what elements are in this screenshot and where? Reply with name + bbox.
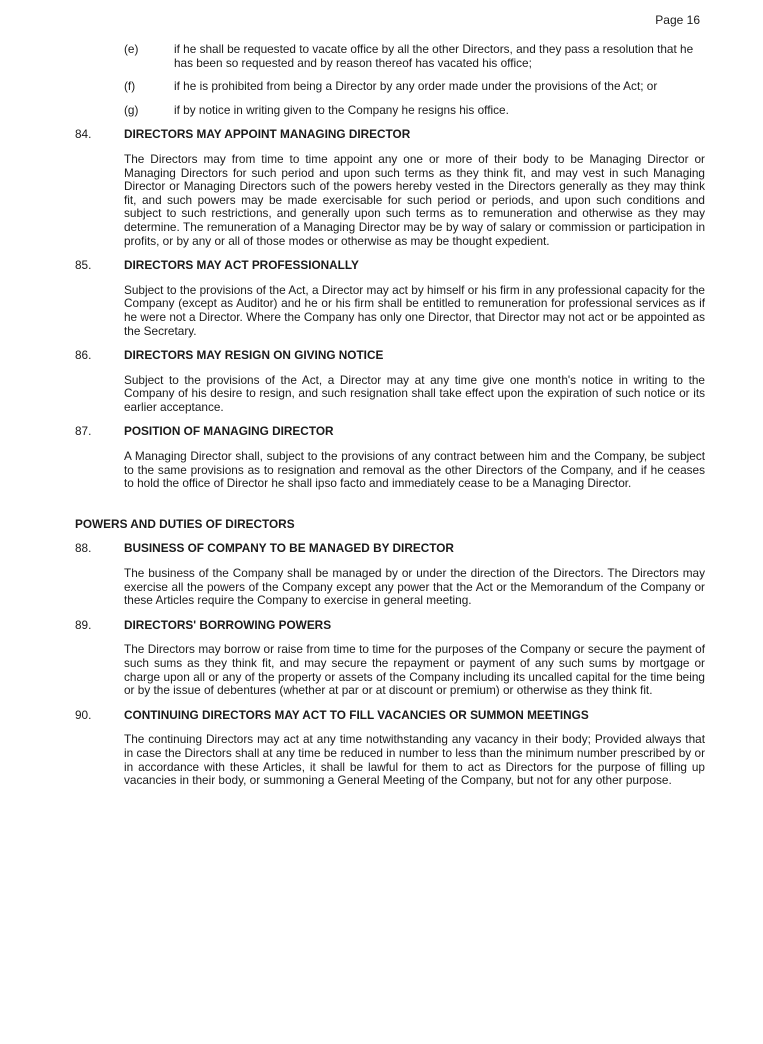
article-90: [75, 709, 705, 788]
subclause-label: (e): [124, 42, 139, 56]
article-89: [75, 619, 705, 698]
article-number: 89.: [75, 617, 92, 632]
article-number: 86.: [75, 348, 92, 363]
article-heading: BUSINESS OF COMPANY TO BE MANAGED BY DIRECTOR: [124, 541, 454, 556]
subclause-text: if he is prohibited from being a Director by any order made under the provisions of the Act; or: [174, 79, 658, 94]
article-number: 90.: [75, 707, 92, 722]
article-body: The business of the Company shall be managed by or under the direction of the Directors. The Directors may exercise all the powers of the Company except any power that the Act or the Memorandum of the Company or these Articles require the Company to exercise in general meeting.: [124, 566, 705, 608]
article-86: [75, 349, 705, 414]
article-heading: POSITION OF MANAGING DIRECTOR: [124, 424, 334, 439]
article-heading: DIRECTORS MAY ACT PROFESSIONALLY: [124, 258, 359, 273]
subclause-g: [124, 104, 705, 118]
document-body: [75, 43, 705, 788]
article-body: The Directors may from time to time appoint any one or more of their body to be Managing Director or Managing Directors for such period and upon such terms as they think fit, and may vest in such Managing Director or Managing Directors such of the powers hereby vested in the Directors generally as they may think fit, and such powers may be made exercisable for such period or periods, and upon such conditions and subject to such restrictions, and generally upon such terms as to remuneration and otherwise as they may determine. The remuneration of a Managing Director may be by way of salary or commission or participation in profits, or by any or all of those modes or otherwise as may be thought expedient.: [124, 151, 705, 248]
article-number: 88.: [75, 541, 92, 556]
article-85: [75, 259, 705, 338]
article-body: The Directors may borrow or raise from time to time for the purposes of the Company or secure the payment of such sums as they think fit, and may secure the repayment or payment of any such sums by mortgage or charge upon all or any of the property or assets of the Company including its uncalled capital for the time being or by the issue of debentures (whether at par or at discount or premium) or otherwise as they think fit.: [124, 642, 705, 698]
article-body: The continuing Directors may act at any time notwithstanding any vacancy in their body; Provided always that in case the Directors shall at any time be reduced in number to less than the minimum number prescribed by or in accordance with these Articles, it shall be lawful for them to act as Directors for the purpose of filling up vacancies in their body, or summoning a General Meeting of the Company, but not for any other purpose.: [124, 732, 705, 788]
page-number: Page 16: [655, 13, 700, 27]
subclause-text: if he shall be requested to vacate office by all the other Directors, and they pass a resolution that he has been so requested and by reason thereof has vacated his office;: [174, 42, 694, 70]
article-body: A Managing Director shall, subject to the provisions of any contract between him and the Company, be subject to the same provisions as to resignation and removal as the other Directors of the Company, and if he ceases to hold the office of Director he shall ipso facto and immediately cease to be a Managing Director.: [124, 449, 705, 491]
section-title: POWERS AND DUTIES OF DIRECTORS: [75, 516, 295, 531]
article-87: [75, 425, 705, 490]
article-heading: DIRECTORS MAY RESIGN ON GIVING NOTICE: [124, 348, 384, 363]
article-heading: CONTINUING DIRECTORS MAY ACT TO FILL VACANCIES OR SUMMON MEETINGS: [124, 707, 589, 722]
subclause-e: [124, 43, 705, 70]
subclause-label: (f): [124, 79, 136, 94]
article-number: 87.: [75, 424, 92, 439]
article-heading: DIRECTORS' BORROWING POWERS: [124, 617, 332, 632]
article-84: [75, 128, 705, 248]
article-number: 84.: [75, 127, 92, 142]
article-body: Subject to the provisions of the Act, a Director may at any time give one month's notice in writing to the Company of his desire to resign, and such resignation shall take effect upon the expiration of such notice or its earlier acceptance.: [124, 372, 705, 414]
article-number: 85.: [75, 258, 92, 273]
subclause-f: [124, 80, 705, 94]
article-body: Subject to the provisions of the Act, a Director may act by himself or his firm in any professional capacity for the Company (except as Auditor) and he or his firm shall be entitled to remuneration for professional services as if he were not a Director. Where the Company has only one Director, that Director may not act or be appointed as the Secretary.: [124, 282, 705, 338]
subclause-text: if by notice in writing given to the Company he resigns his office.: [174, 102, 509, 117]
article-heading: DIRECTORS MAY APPOINT MANAGING DIRECTOR: [124, 127, 411, 142]
article-88: [75, 542, 705, 607]
subclause-label: (g): [124, 102, 139, 117]
